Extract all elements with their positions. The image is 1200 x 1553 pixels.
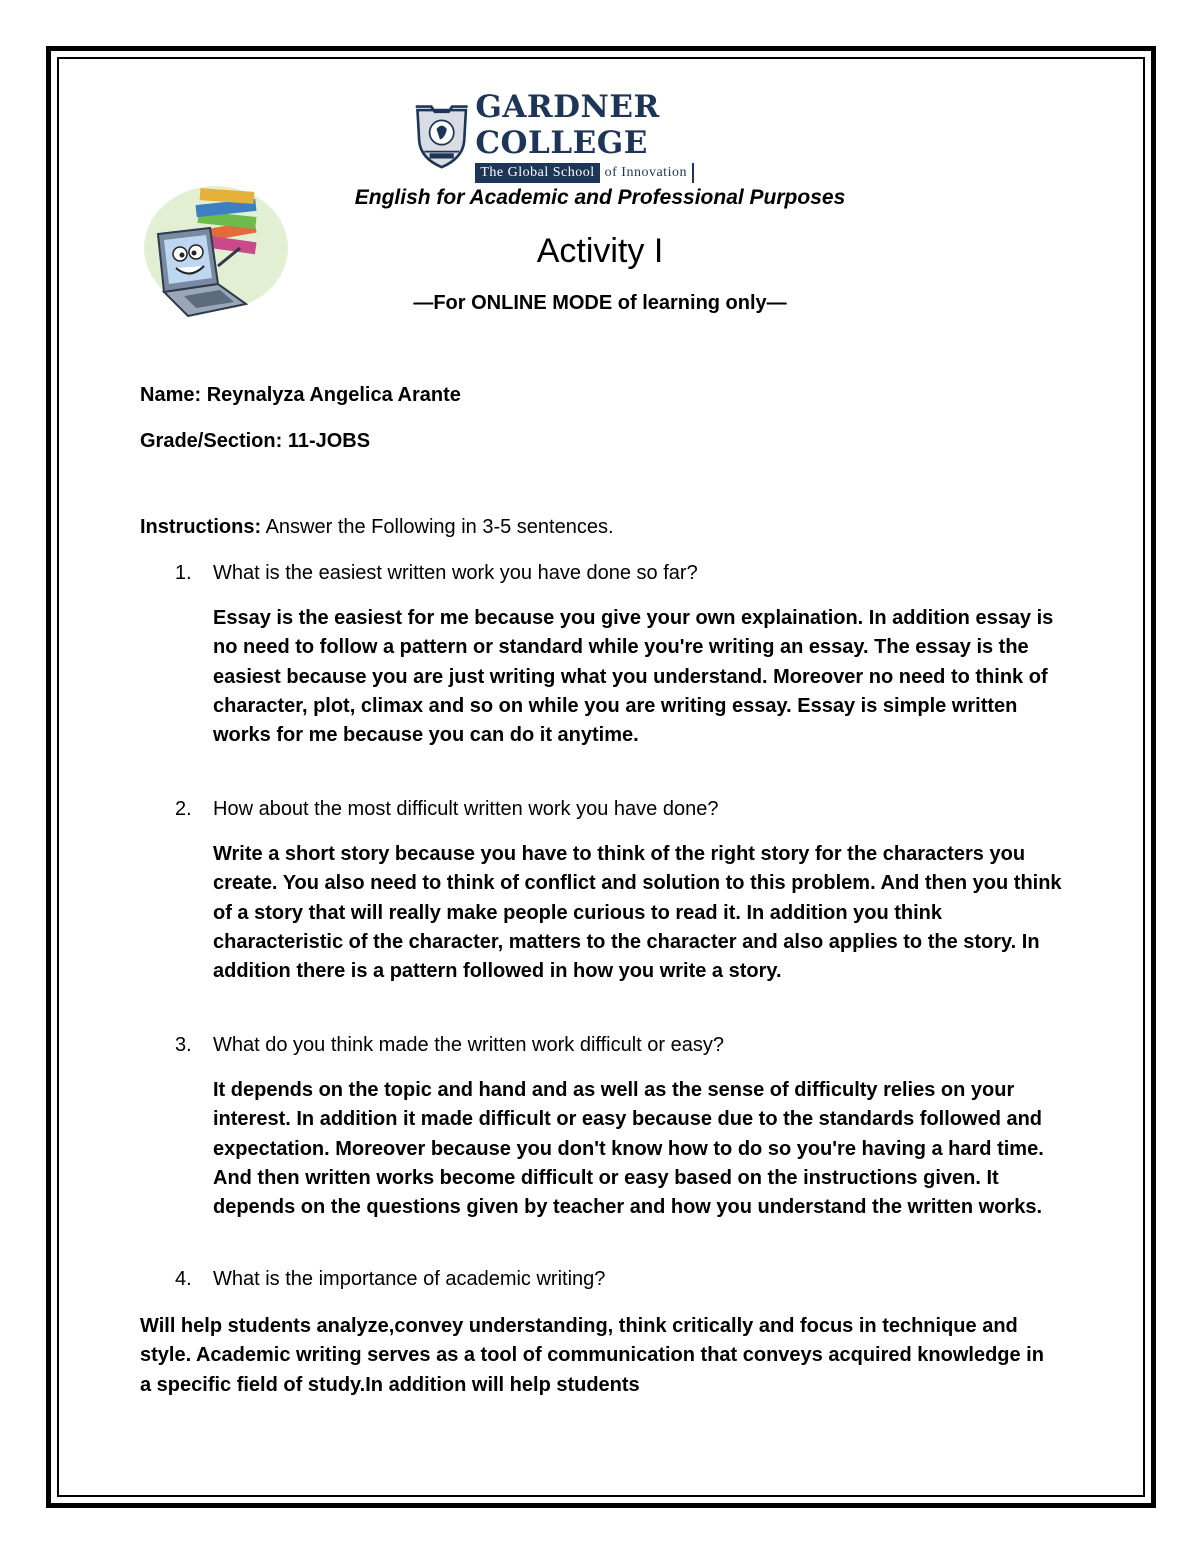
question-3 <box>175 1034 724 1057</box>
instructions <box>140 516 614 539</box>
college-tagline-light: of Innovation <box>600 163 694 183</box>
question-number: 2. <box>175 798 192 820</box>
college-logo <box>414 89 794 180</box>
page-title: Activity I <box>536 232 664 270</box>
question-number: 3. <box>175 1034 192 1056</box>
question-text: How about the most difficult written work you have done? <box>213 798 719 820</box>
question-1 <box>175 562 698 585</box>
answer-1: Essay is the easiest for me because you give your own explaination. In addition essay is no need to follow a pattern or standard while you're writing an essay. The essay is the easiest because you are just writing what you understand. Moreover no need to think of character, plot, climax and so on while you are writing essay. Essay is simple written works for me because you can do it anytime. <box>213 607 1054 747</box>
question-number: 1. <box>175 562 192 584</box>
instructions-text: Answer the Following in 3-5 sentences. <box>261 516 614 538</box>
grade-section: Grade/Section: 11-JOBS <box>140 430 371 452</box>
college-shield-icon <box>414 98 469 174</box>
learning-mode-note: —For ONLINE MODE of learning only— <box>413 292 787 314</box>
student-name: Name: Reynalyza Angelica Arante <box>140 384 461 406</box>
answer-3: It depends on the topic and hand and as well as the sense of difficulty relies on your interest. In addition it made difficult or easy because due to the standards followed and expectation. Moreover because you don't know how to do so you're having a hard time. And then written works become difficult or easy based on the instructions given. It depends on the questions given by teacher and how you understand the written works. <box>213 1079 1044 1219</box>
instructions-label: Instructions: <box>140 516 262 538</box>
question-text: What do you think made the written work difficult or easy? <box>213 1034 724 1056</box>
question-text: What is the importance of academic writing? <box>213 1268 606 1290</box>
question-2 <box>175 798 718 821</box>
subject-heading: English for Academic and Professional Purposes <box>354 186 846 209</box>
question-text: What is the easiest written work you have done so far? <box>213 562 698 584</box>
college-tagline-dark: The Global School <box>475 163 599 183</box>
college-name: GARDNER COLLEGE <box>475 89 660 161</box>
question-4 <box>175 1268 605 1291</box>
answer-4: Will help students analyze,convey understanding, think critically and focus in technique and style. Academic writing serves as a tool of communication that conveys acquired knowledge in a specific field of study.In addition will help students <box>140 1315 1044 1396</box>
question-number: 4. <box>175 1268 192 1290</box>
answer-2: Write a short story because you have to think of the right story for the characters you create. You also need to think of conflict and solution to this problem. And then you think of a story that will really make people curious to read it. In addition you think characteristic of the character, matters to the character and also applies to the story. In addition there is a pattern followed in how you write a story. <box>213 843 1062 983</box>
